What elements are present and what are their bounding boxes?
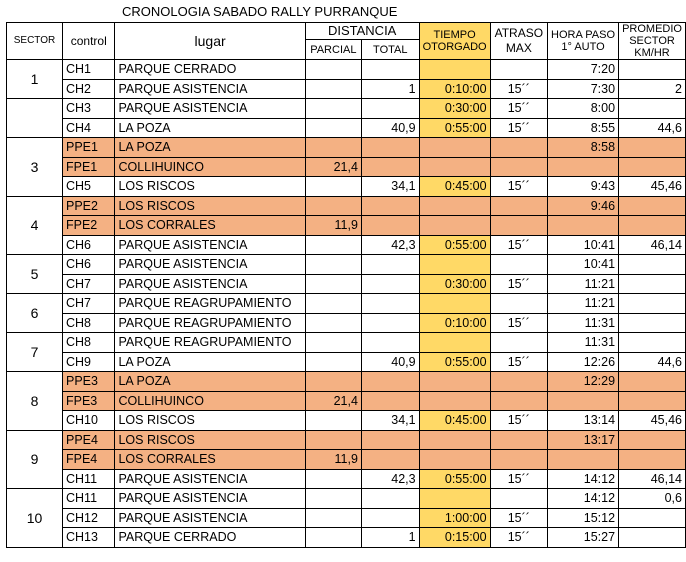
lugar-cell: PARQUE REAGRUPAMIENTO: [115, 313, 305, 333]
lugar-cell: COLLIHUINCO: [115, 391, 305, 411]
tiempo-cell: [419, 372, 490, 392]
table-row: [7, 508, 686, 528]
tiempo-cell: [419, 450, 490, 470]
control-cell: CH9: [63, 352, 115, 372]
total-cell: [361, 391, 419, 411]
promedio-cell: [619, 157, 686, 177]
hora-cell: 8:55: [548, 118, 619, 138]
hora-cell: 13:17: [548, 430, 619, 450]
atraso-cell: [490, 430, 547, 450]
atraso-cell: 15´´: [490, 469, 547, 489]
hora-cell: 11:21: [548, 274, 619, 294]
promedio-cell: [619, 508, 686, 528]
total-cell: [361, 430, 419, 450]
total-cell: [361, 196, 419, 216]
tiempo-cell: 0:30:00: [419, 274, 490, 294]
control-cell: CH8: [63, 333, 115, 353]
lugar-cell: PARQUE REAGRUPAMIENTO: [115, 294, 305, 314]
sector-cell: 1: [7, 60, 63, 99]
promedio-cell: [619, 274, 686, 294]
total-cell: [361, 294, 419, 314]
promedio-cell: 45,46: [619, 177, 686, 197]
promedio-cell: [619, 528, 686, 548]
hora-cell: [548, 216, 619, 236]
control-cell: CH1: [63, 60, 115, 80]
header-promedio: [619, 23, 686, 60]
tiempo-cell: [419, 294, 490, 314]
parcial-cell: 21,4: [305, 391, 361, 411]
tiempo-cell: 0:55:00: [419, 118, 490, 138]
parcial-cell: 21,4: [305, 157, 361, 177]
parcial-cell: [305, 138, 361, 158]
lugar-cell: LA POZA: [115, 372, 305, 392]
sector-cell: 5: [7, 255, 63, 294]
tiempo-cell: [419, 489, 490, 509]
table-row: [7, 430, 686, 450]
control-cell: PPE1: [63, 138, 115, 158]
header-hora-line2: 1° AUTO: [561, 41, 605, 53]
atraso-cell: [490, 333, 547, 353]
hora-cell: 15:12: [548, 508, 619, 528]
sector-cell: 9: [7, 430, 63, 489]
header-tiempo: [419, 23, 490, 60]
parcial-cell: [305, 79, 361, 99]
atraso-cell: 15´´: [490, 528, 547, 548]
header-parcial: PARCIAL: [305, 40, 361, 60]
header-prom-line1: PROMEDIO: [622, 23, 682, 35]
table-row: [7, 411, 686, 431]
atraso-cell: 15´´: [490, 118, 547, 138]
control-cell: CH3: [63, 99, 115, 119]
tiempo-cell: 1:00:00: [419, 508, 490, 528]
control-cell: CH5: [63, 177, 115, 197]
table-row: [7, 469, 686, 489]
promedio-cell: [619, 60, 686, 80]
table-row: [7, 528, 686, 548]
sector-cell: 4: [7, 196, 63, 255]
control-cell: CH4: [63, 118, 115, 138]
sector-cell: [7, 99, 63, 138]
hora-cell: 12:26: [548, 352, 619, 372]
total-cell: [361, 216, 419, 236]
tiempo-cell: [419, 391, 490, 411]
table-row: [7, 138, 686, 158]
table-row: [7, 333, 686, 353]
parcial-cell: [305, 430, 361, 450]
control-cell: FPE3: [63, 391, 115, 411]
total-cell: [361, 333, 419, 353]
atraso-cell: [490, 294, 547, 314]
header-hora: [548, 23, 619, 60]
total-cell: [361, 157, 419, 177]
total-cell: [361, 508, 419, 528]
parcial-cell: [305, 177, 361, 197]
control-cell: CH6: [63, 255, 115, 275]
total-cell: 1: [361, 528, 419, 548]
lugar-cell: PARQUE ASISTENCIA: [115, 274, 305, 294]
control-cell: FPE4: [63, 450, 115, 470]
header-prom-line3: KM/HR: [634, 47, 670, 59]
lugar-cell: PARQUE ASISTENCIA: [115, 255, 305, 275]
promedio-cell: [619, 391, 686, 411]
table-row: [7, 255, 686, 275]
promedio-cell: [619, 333, 686, 353]
total-cell: 40,9: [361, 118, 419, 138]
parcial-cell: [305, 508, 361, 528]
atraso-cell: 15´´: [490, 235, 547, 255]
hora-cell: 13:14: [548, 411, 619, 431]
atraso-cell: [490, 489, 547, 509]
tiempo-cell: [419, 430, 490, 450]
header-control: control: [63, 23, 115, 60]
lugar-cell: PARQUE ASISTENCIA: [115, 79, 305, 99]
table-row: [7, 313, 686, 333]
lugar-cell: PARQUE REAGRUPAMIENTO: [115, 333, 305, 353]
header-atraso-line1: ATRASO: [494, 26, 544, 40]
atraso-cell: 15´´: [490, 411, 547, 431]
table-row: [7, 450, 686, 470]
atraso-cell: [490, 391, 547, 411]
hora-cell: [548, 450, 619, 470]
promedio-cell: [619, 313, 686, 333]
tiempo-cell: 0:15:00: [419, 528, 490, 548]
atraso-cell: 15´´: [490, 274, 547, 294]
lugar-cell: PARQUE ASISTENCIA: [115, 508, 305, 528]
table-row: [7, 157, 686, 177]
lugar-cell: LOS RISCOS: [115, 196, 305, 216]
total-cell: [361, 138, 419, 158]
table-row: [7, 352, 686, 372]
control-cell: CH10: [63, 411, 115, 431]
atraso-cell: 15´´: [490, 508, 547, 528]
atraso-cell: [490, 157, 547, 177]
control-cell: CH11: [63, 489, 115, 509]
hora-cell: 12:29: [548, 372, 619, 392]
atraso-cell: [490, 196, 547, 216]
lugar-cell: COLLIHUINCO: [115, 157, 305, 177]
total-cell: [361, 313, 419, 333]
control-cell: FPE2: [63, 216, 115, 236]
header-lugar: lugar: [115, 23, 305, 60]
lugar-cell: LOS CORRALES: [115, 450, 305, 470]
promedio-cell: [619, 99, 686, 119]
hora-cell: 7:20: [548, 60, 619, 80]
lugar-cell: PARQUE ASISTENCIA: [115, 489, 305, 509]
control-cell: CH6: [63, 235, 115, 255]
parcial-cell: 11,9: [305, 450, 361, 470]
control-cell: FPE1: [63, 157, 115, 177]
header-distancia: DISTANCIA: [305, 23, 419, 40]
table-row: [7, 489, 686, 509]
tiempo-cell: 0:45:00: [419, 411, 490, 431]
promedio-cell: 0,6: [619, 489, 686, 509]
tiempo-cell: 0:10:00: [419, 79, 490, 99]
total-cell: [361, 255, 419, 275]
total-cell: 34,1: [361, 411, 419, 431]
total-cell: [361, 450, 419, 470]
table-row: [7, 60, 686, 80]
tiempo-cell: [419, 216, 490, 236]
parcial-cell: [305, 333, 361, 353]
parcial-cell: [305, 196, 361, 216]
hora-cell: 9:46: [548, 196, 619, 216]
table-row: [7, 391, 686, 411]
parcial-cell: [305, 274, 361, 294]
parcial-cell: [305, 411, 361, 431]
control-cell: CH13: [63, 528, 115, 548]
lugar-cell: PARQUE CERRADO: [115, 60, 305, 80]
atraso-cell: [490, 255, 547, 275]
control-cell: CH7: [63, 294, 115, 314]
control-cell: CH11: [63, 469, 115, 489]
page-title: CRONOLOGIA SABADO RALLY PURRANQUE: [122, 4, 398, 19]
tiempo-cell: [419, 196, 490, 216]
tiempo-cell: 0:55:00: [419, 235, 490, 255]
table-row: [7, 196, 686, 216]
total-cell: 1: [361, 79, 419, 99]
atraso-cell: [490, 450, 547, 470]
tiempo-cell: [419, 60, 490, 80]
atraso-cell: 15´´: [490, 177, 547, 197]
hora-cell: 11:31: [548, 333, 619, 353]
atraso-cell: [490, 372, 547, 392]
hora-cell: 15:27: [548, 528, 619, 548]
promedio-cell: [619, 450, 686, 470]
total-cell: 40,9: [361, 352, 419, 372]
promedio-cell: [619, 372, 686, 392]
parcial-cell: [305, 313, 361, 333]
lugar-cell: PARQUE ASISTENCIA: [115, 469, 305, 489]
tiempo-cell: [419, 255, 490, 275]
promedio-cell: 46,14: [619, 235, 686, 255]
tiempo-cell: 0:45:00: [419, 177, 490, 197]
lugar-cell: PARQUE ASISTENCIA: [115, 99, 305, 119]
tiempo-cell: 0:30:00: [419, 99, 490, 119]
control-cell: PPE3: [63, 372, 115, 392]
total-cell: [361, 60, 419, 80]
sector-cell: 8: [7, 372, 63, 431]
lugar-cell: LA POZA: [115, 352, 305, 372]
parcial-cell: [305, 294, 361, 314]
hora-cell: 11:21: [548, 294, 619, 314]
promedio-cell: [619, 216, 686, 236]
lugar-cell: LOS CORRALES: [115, 216, 305, 236]
control-cell: PPE4: [63, 430, 115, 450]
hora-cell: 7:30: [548, 79, 619, 99]
promedio-cell: 44,6: [619, 352, 686, 372]
parcial-cell: [305, 528, 361, 548]
hora-cell: [548, 157, 619, 177]
tiempo-cell: 0:55:00: [419, 352, 490, 372]
table-row: [7, 118, 686, 138]
parcial-cell: [305, 99, 361, 119]
hora-cell: 11:31: [548, 313, 619, 333]
control-cell: CH7: [63, 274, 115, 294]
lugar-cell: LOS RISCOS: [115, 430, 305, 450]
total-cell: [361, 489, 419, 509]
hora-cell: 14:12: [548, 469, 619, 489]
parcial-cell: [305, 469, 361, 489]
promedio-cell: [619, 138, 686, 158]
tiempo-cell: 0:10:00: [419, 313, 490, 333]
parcial-cell: [305, 489, 361, 509]
hora-cell: 10:41: [548, 235, 619, 255]
control-cell: CH8: [63, 313, 115, 333]
table-row: [7, 216, 686, 236]
parcial-cell: [305, 255, 361, 275]
sector-cell: 6: [7, 294, 63, 333]
parcial-cell: 11,9: [305, 216, 361, 236]
atraso-cell: 15´´: [490, 313, 547, 333]
table-row: [7, 177, 686, 197]
parcial-cell: [305, 118, 361, 138]
total-cell: 42,3: [361, 235, 419, 255]
atraso-cell: [490, 138, 547, 158]
total-cell: [361, 274, 419, 294]
header-prom-line2: SECTOR: [629, 35, 675, 47]
total-cell: [361, 99, 419, 119]
hora-cell: 9:43: [548, 177, 619, 197]
hora-cell: 8:00: [548, 99, 619, 119]
table-row: [7, 79, 686, 99]
hora-cell: [548, 391, 619, 411]
hora-cell: 14:12: [548, 489, 619, 509]
promedio-cell: [619, 430, 686, 450]
parcial-cell: [305, 60, 361, 80]
header-atraso-line2: MAX: [505, 41, 532, 55]
sector-cell: 7: [7, 333, 63, 372]
table-row: [7, 99, 686, 119]
total-cell: 42,3: [361, 469, 419, 489]
tiempo-cell: 0:55:00: [419, 469, 490, 489]
lugar-cell: LOS RISCOS: [115, 177, 305, 197]
promedio-cell: [619, 196, 686, 216]
header-sector: SECTOR: [7, 23, 63, 60]
control-cell: PPE2: [63, 196, 115, 216]
table-row: [7, 235, 686, 255]
lugar-cell: LA POZA: [115, 138, 305, 158]
promedio-cell: [619, 255, 686, 275]
header-tiempo-line1: TIEMPO: [433, 29, 476, 41]
parcial-cell: [305, 235, 361, 255]
table-row: [7, 274, 686, 294]
control-cell: CH2: [63, 79, 115, 99]
sector-cell: 3: [7, 138, 63, 197]
hora-cell: 10:41: [548, 255, 619, 275]
lugar-cell: PARQUE ASISTENCIA: [115, 235, 305, 255]
atraso-cell: 15´´: [490, 79, 547, 99]
parcial-cell: [305, 372, 361, 392]
atraso-cell: 15´´: [490, 99, 547, 119]
total-cell: [361, 372, 419, 392]
promedio-cell: [619, 294, 686, 314]
header-hora-line1: HORA PASO: [551, 29, 616, 41]
promedio-cell: 2: [619, 79, 686, 99]
total-cell: 34,1: [361, 177, 419, 197]
tiempo-cell: [419, 138, 490, 158]
sector-cell: 10: [7, 489, 63, 548]
header-tiempo-line2: OTORGADO: [422, 41, 487, 53]
header-atraso: [490, 23, 547, 60]
atraso-cell: [490, 216, 547, 236]
header-total: TOTAL: [361, 40, 419, 60]
tiempo-cell: [419, 333, 490, 353]
promedio-cell: 46,14: [619, 469, 686, 489]
atraso-cell: [490, 60, 547, 80]
hora-cell: 8:58: [548, 138, 619, 158]
lugar-cell: PARQUE CERRADO: [115, 528, 305, 548]
parcial-cell: [305, 352, 361, 372]
chronology-table: [6, 22, 686, 548]
atraso-cell: 15´´: [490, 352, 547, 372]
table-row: [7, 372, 686, 392]
tiempo-cell: [419, 157, 490, 177]
table-row: [7, 294, 686, 314]
promedio-cell: 45,46: [619, 411, 686, 431]
promedio-cell: 44,6: [619, 118, 686, 138]
lugar-cell: LA POZA: [115, 118, 305, 138]
header-row-1: [7, 23, 686, 40]
lugar-cell: LOS RISCOS: [115, 411, 305, 431]
control-cell: CH12: [63, 508, 115, 528]
